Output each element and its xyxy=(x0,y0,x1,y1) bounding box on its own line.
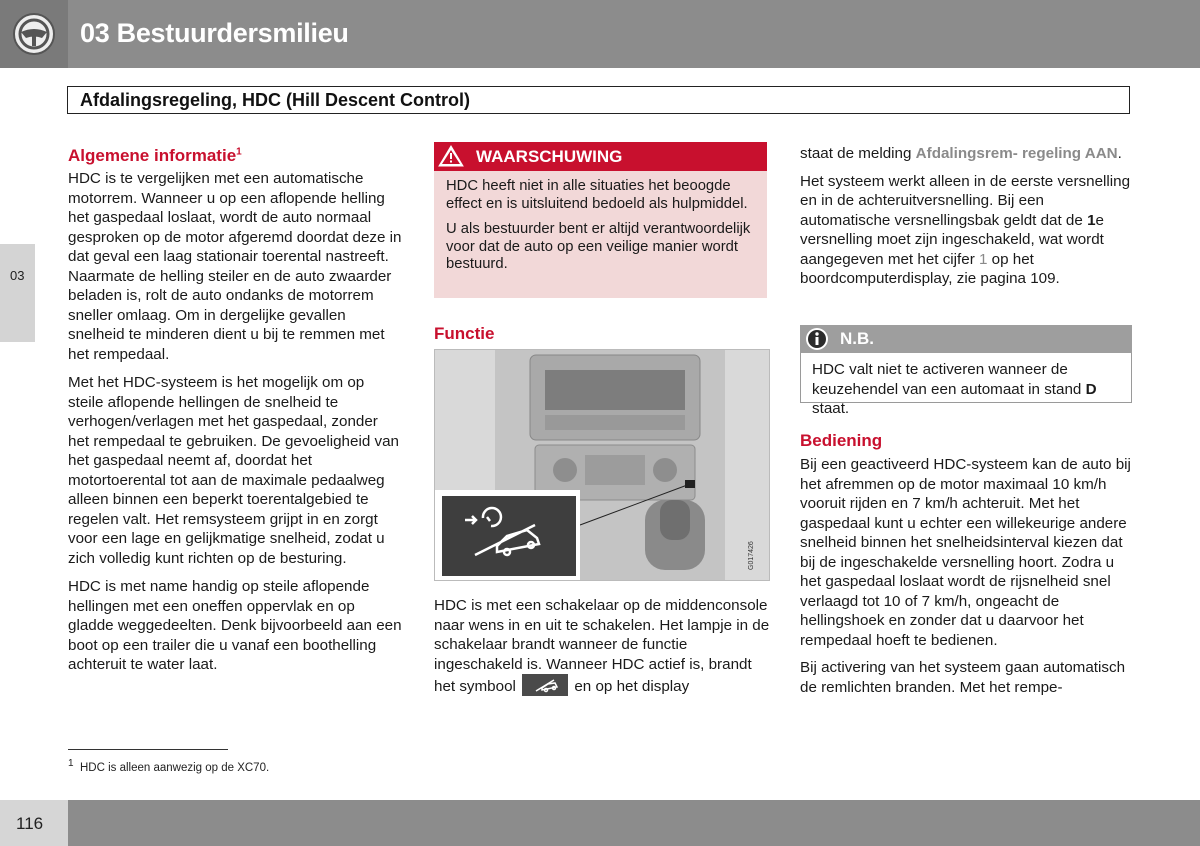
paragraph: HDC is met een schakelaar op de middenconsole naar wens in en uit te schakelen. Het lampje in de schakelaar brandt wanneer de functie ingeschakeld is. Wanneer HDC actief is, brandt het symbool en op het display xyxy=(434,597,770,695)
heading-bediening: Bediening xyxy=(800,431,883,450)
note-text: HDC valt niet te activeren wanneer de keuzehendel van een automaat in stand D staat. xyxy=(812,361,1097,417)
warning-text xyxy=(446,178,758,282)
functie-text xyxy=(434,596,770,697)
chapter-side-tab-label: 03 xyxy=(10,268,25,283)
column-right xyxy=(800,144,1135,297)
footnote-marker: 1 xyxy=(236,146,242,158)
paragraph: Bij een geactiveerd HDC-systeem kan de auto bij het afremmen op de motor maximaal 10 km/h vooruit rijden en 7 km/h achteruit. Met het gaspedaal kunt u echter een willekeurige andere snelheid binnen het snelheidsinterval kiezen dat bij de ingeschakelde versnelling hoort. Zodra u het gaspedaal loslaat wordt de rijsnelheid snel verlaagd tot 10 of 7 km/h, ongeacht de hellingshoek en zonder dat u daarvoor het rempedaal hoeft te bedienen. xyxy=(800,456,1131,649)
paragraph: Met het HDC-systeem is het mogelijk om op steile aflopende hellingen de snelheid te verhogen/verlagen met het gaspedaal, zonder het rempedaal te gebruiken. De gevoeligheid van het gaspedaal neemt af, doordat het motortoerental tot aan de maximale pedaalweg alleen binnen een beperkt toerentalgebied te regelen valt. Het remsysteem grijpt in en zorgt voor een lage en gelijkmatige snelheid, zodat u zich volledig kunt richten op de besturing. xyxy=(68,374,399,567)
hdc-symbol-icon xyxy=(522,674,568,696)
footnote: $^1$ HDC is alleen aanwezig op de XC70. xyxy=(68,758,270,774)
paragraph: Het systeem werkt alleen in de eerste versnelling en in de achteruitversnelling. Bij een automatische versnellingsbak geldt dat de 1e versnelling moet zijn ingeschakeld, wat wordt aangegeven met het cijfer 1 op het boordcomputerdisplay, zie pagina 109. xyxy=(800,172,1131,287)
paragraph: Bij activering van het systeem gaan automatisch de remlichten branden. Met het rempe- xyxy=(800,659,1126,696)
info-icon xyxy=(805,327,829,351)
section-title: Afdalingsregeling, HDC (Hill Descent Control) xyxy=(80,90,471,110)
chapter-side-tab[interactable] xyxy=(0,244,35,342)
page-number: 116 xyxy=(16,814,44,833)
display-message: Afdalingsrem- regeling AAN xyxy=(915,145,1118,162)
warning-paragraph: HDC heeft niet in alle situaties het beoogde effect en is uitsluitend bedoeld als hulpmiddel. xyxy=(446,178,748,212)
heading-algemene-informatie: Algemene informatie$^1$ xyxy=(68,146,242,165)
footer-bar xyxy=(0,800,1200,846)
paragraph: HDC is te vergelijken met een automatische motorrem. Wanneer u op een aflopende helling het gaspedaal loslaat, wordt de auto normaal gesproken op de motor afgeremd doordat deze in dat geval een laag stationair toerental nastreeft. Naarmate de helling steiler en de auto zwaarder beladen is, rolt de auto ondanks de motorrem sneller omlaag. Om in dergelijke gevallen snelheid te minderen dient u bij te remmen met het rempedaal. xyxy=(68,170,402,363)
bediening-text xyxy=(800,455,1135,705)
paragraph: staat de melding Afdalingsrem- regeling AAN. xyxy=(800,145,1122,162)
column-general-info xyxy=(68,146,402,684)
warning-triangle-icon xyxy=(438,144,464,168)
warning-paragraph: U als bestuurder bent er altijd verantwoordelijk voor dat de auto op een veilige manier wordt bestuurd. xyxy=(446,221,751,272)
steering-wheel-icon xyxy=(12,12,56,56)
center-console-photo xyxy=(434,349,770,581)
image-code: G017426 xyxy=(748,541,755,570)
footnote-divider xyxy=(68,749,228,750)
heading-functie: Functie xyxy=(434,324,495,343)
note-title: N.B. xyxy=(840,329,874,348)
warning-title: WAARSCHUWING xyxy=(476,147,623,166)
chapter-title: 03 Bestuurdersmilieu xyxy=(80,18,349,48)
center-console-illustration xyxy=(435,350,769,580)
paragraph: HDC is met name handig op steile aflopende hellingen met een oneffen oppervlak en op gladde weggedeelten. Denk bijvoorbeeld aan een boot op een trailer die u vanaf een boothelling achteruit te water laat. xyxy=(68,578,402,673)
